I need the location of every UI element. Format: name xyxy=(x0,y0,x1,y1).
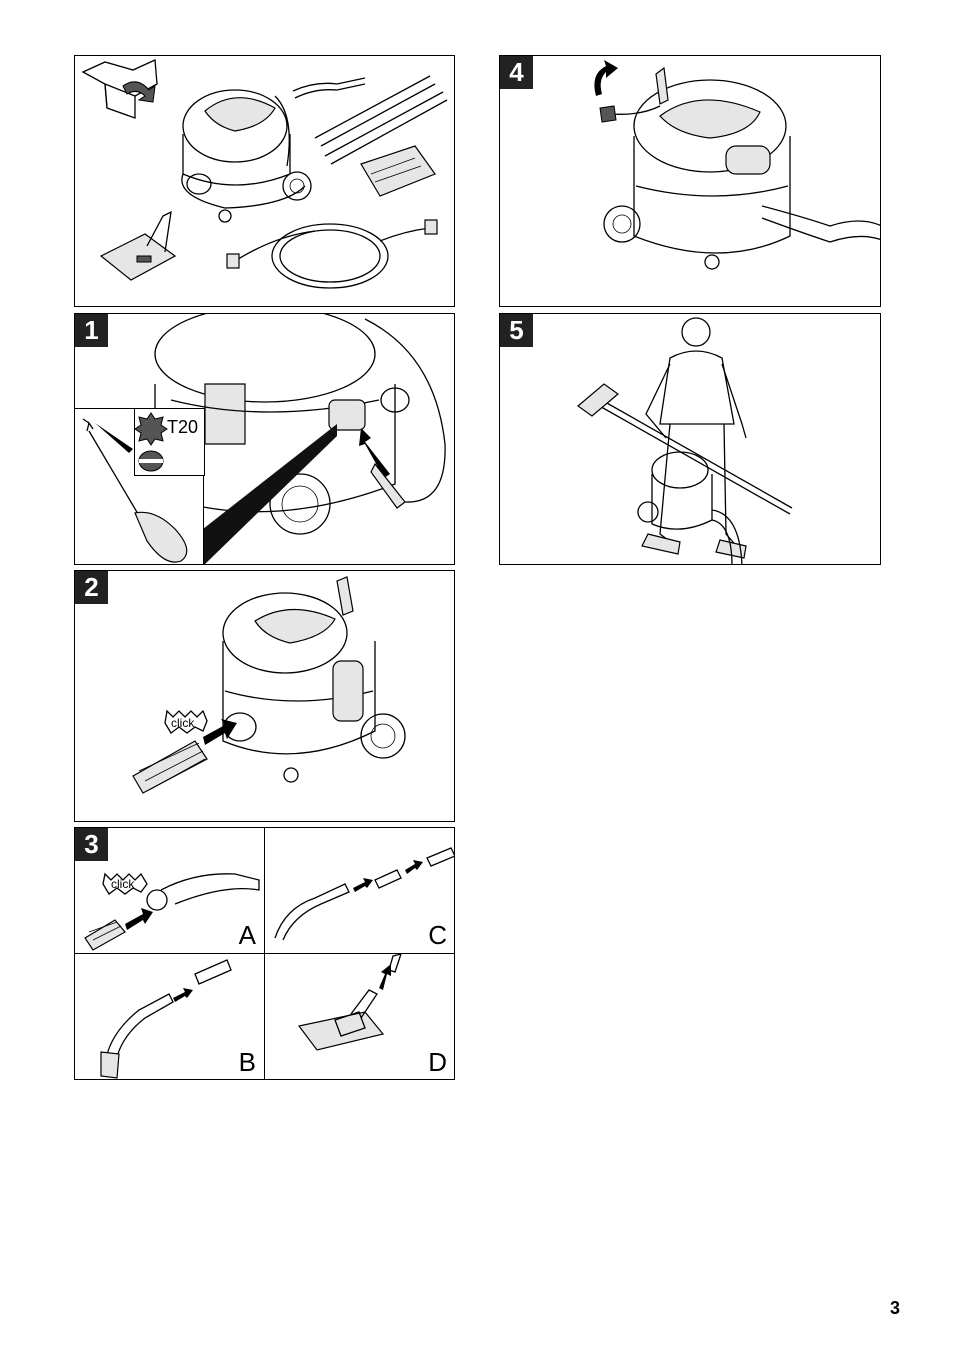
panel-step-4 xyxy=(499,55,881,307)
page-number: 3 xyxy=(889,1298,900,1318)
substep-label-D: D xyxy=(428,1047,447,1077)
step-number-2: 2 xyxy=(75,571,108,604)
step-number-1: 1 xyxy=(75,314,108,347)
step4-illustration xyxy=(500,56,881,307)
step5-illustration xyxy=(500,314,881,565)
vacuum-cleaner xyxy=(182,90,311,222)
extension-tubes xyxy=(293,76,447,164)
torx-inset xyxy=(134,408,205,476)
panel-step-5 xyxy=(499,313,881,565)
step-number-5: 5 xyxy=(500,314,533,347)
step-number-3: 3 xyxy=(75,828,108,861)
panel-step-1 xyxy=(74,313,455,565)
substep-label-A: A xyxy=(238,920,256,950)
step2-illustration xyxy=(75,571,455,822)
panel-step-2 xyxy=(74,570,455,822)
substep-B-illustration xyxy=(75,954,265,1080)
substep-label-B: B xyxy=(238,1047,256,1077)
substep-D-illustration xyxy=(265,954,455,1080)
contents-illustration xyxy=(75,56,455,307)
suction-hose xyxy=(227,220,437,288)
torx-size-label: T20 xyxy=(167,417,199,437)
panel-contents xyxy=(74,55,455,307)
substep-C-illustration xyxy=(265,828,455,954)
click-sound-label-A: click xyxy=(111,877,135,891)
step-number-4: 4 xyxy=(500,56,533,89)
click-sound-label: click xyxy=(171,716,195,730)
floor-nozzle xyxy=(101,212,175,280)
substep-label-C: C xyxy=(428,920,447,950)
substep-B xyxy=(74,953,265,1080)
unpack-box-icon xyxy=(83,60,157,118)
panel-step-3 xyxy=(74,827,455,1080)
dust-bag xyxy=(361,146,435,196)
substep-D xyxy=(264,953,455,1080)
substep-C xyxy=(264,827,455,954)
